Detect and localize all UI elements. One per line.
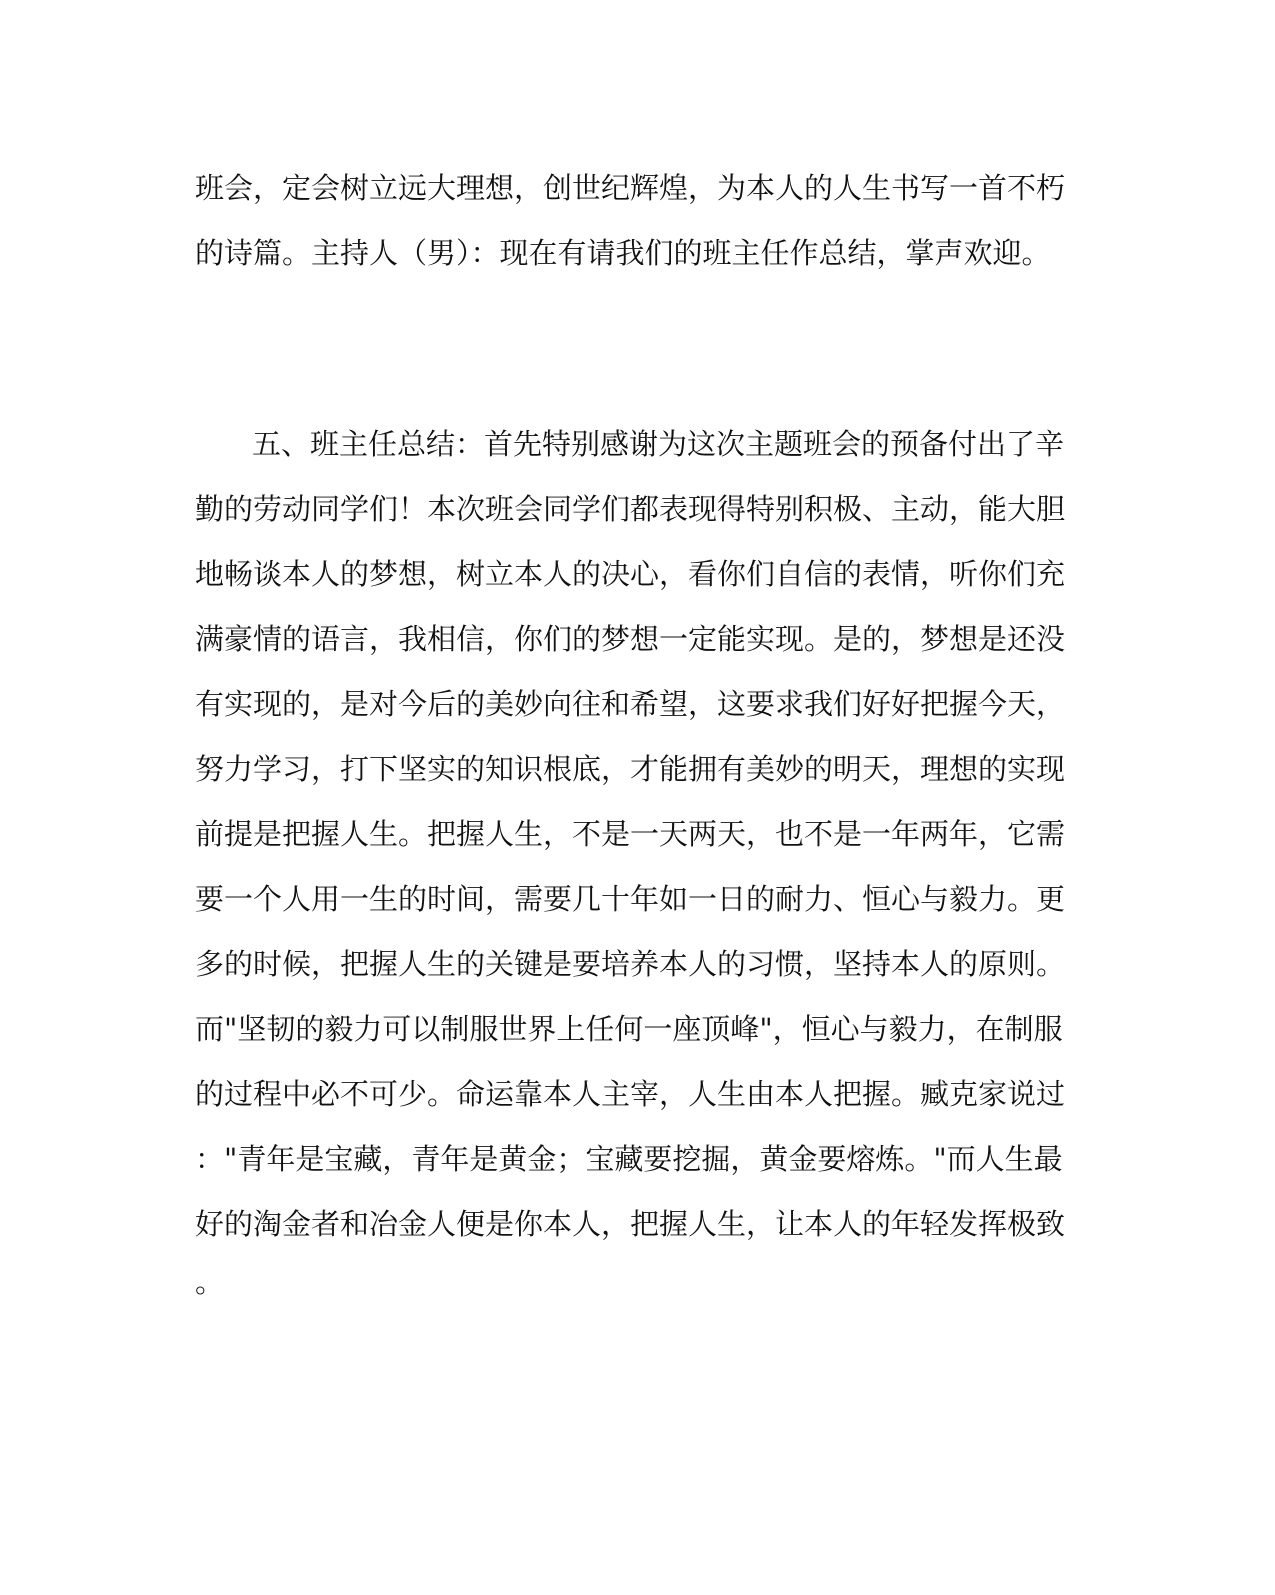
paragraph-2-line-12: ："青年是宝藏，青年是黄金；宝藏要挖掘，黄金要熔炼。"而人生最 — [195, 1142, 1063, 1176]
paragraph-2-line-10: 而"坚韧的毅力可以制服世界上任何一座顶峰"，恒心与毅力，在制服 — [195, 1012, 1063, 1046]
paragraph-2-line-8: 要一个人用一生的时间，需要几十年如一日的耐力、恒心与毅力。更 — [195, 882, 1065, 916]
paragraph-1-line-2: 的诗篇。主持人（男）：现在有请我们的班主任作总结，掌声欢迎。 — [195, 236, 1051, 270]
paragraph-1-line-1: 班会，定会树立远大理想，创世纪辉煌，为本人的人生书写一首不朽 — [195, 171, 1065, 205]
paragraph-2-line-13: 好的淘金者和冶金人便是你本人，把握人生，让本人的年轻发挥极致 — [195, 1207, 1065, 1241]
paragraph-2-line-1: 五、班主任总结：首先特别感谢为这次主题班会的预备付出了辛 — [252, 427, 1065, 461]
paragraph-2-line-4: 满豪情的语言，我相信，你们的梦想一定能实现。是的，梦想是还没 — [195, 622, 1065, 656]
paragraph-2-line-7: 前提是把握人生。把握人生，不是一天两天，也不是一年两年，它需 — [195, 817, 1065, 851]
paragraph-2-line-5: 有实现的，是对今后的美妙向往和希望，这要求我们好好把握今天， — [195, 687, 1065, 721]
paragraph-2-line-9: 多的时候，把握人生的关键是要培养本人的习惯，坚持本人的原则。 — [195, 947, 1065, 981]
paragraph-2-line-3: 地畅谈本人的梦想，树立本人的决心，看你们自信的表情，听你们充 — [195, 557, 1065, 591]
paragraph-2-line-6: 努力学习，打下坚实的知识根底，才能拥有美妙的明天，理想的实现 — [195, 752, 1065, 786]
paragraph-2-line-14: 。 — [195, 1265, 225, 1299]
paragraph-2-line-11: 的过程中必不可少。命运靠本人主宰，人生由本人把握。臧克家说过 — [195, 1077, 1065, 1111]
paragraph-2-line-2: 勤的劳动同学们！本次班会同学们都表现得特别积极、主动，能大胆 — [195, 492, 1065, 526]
